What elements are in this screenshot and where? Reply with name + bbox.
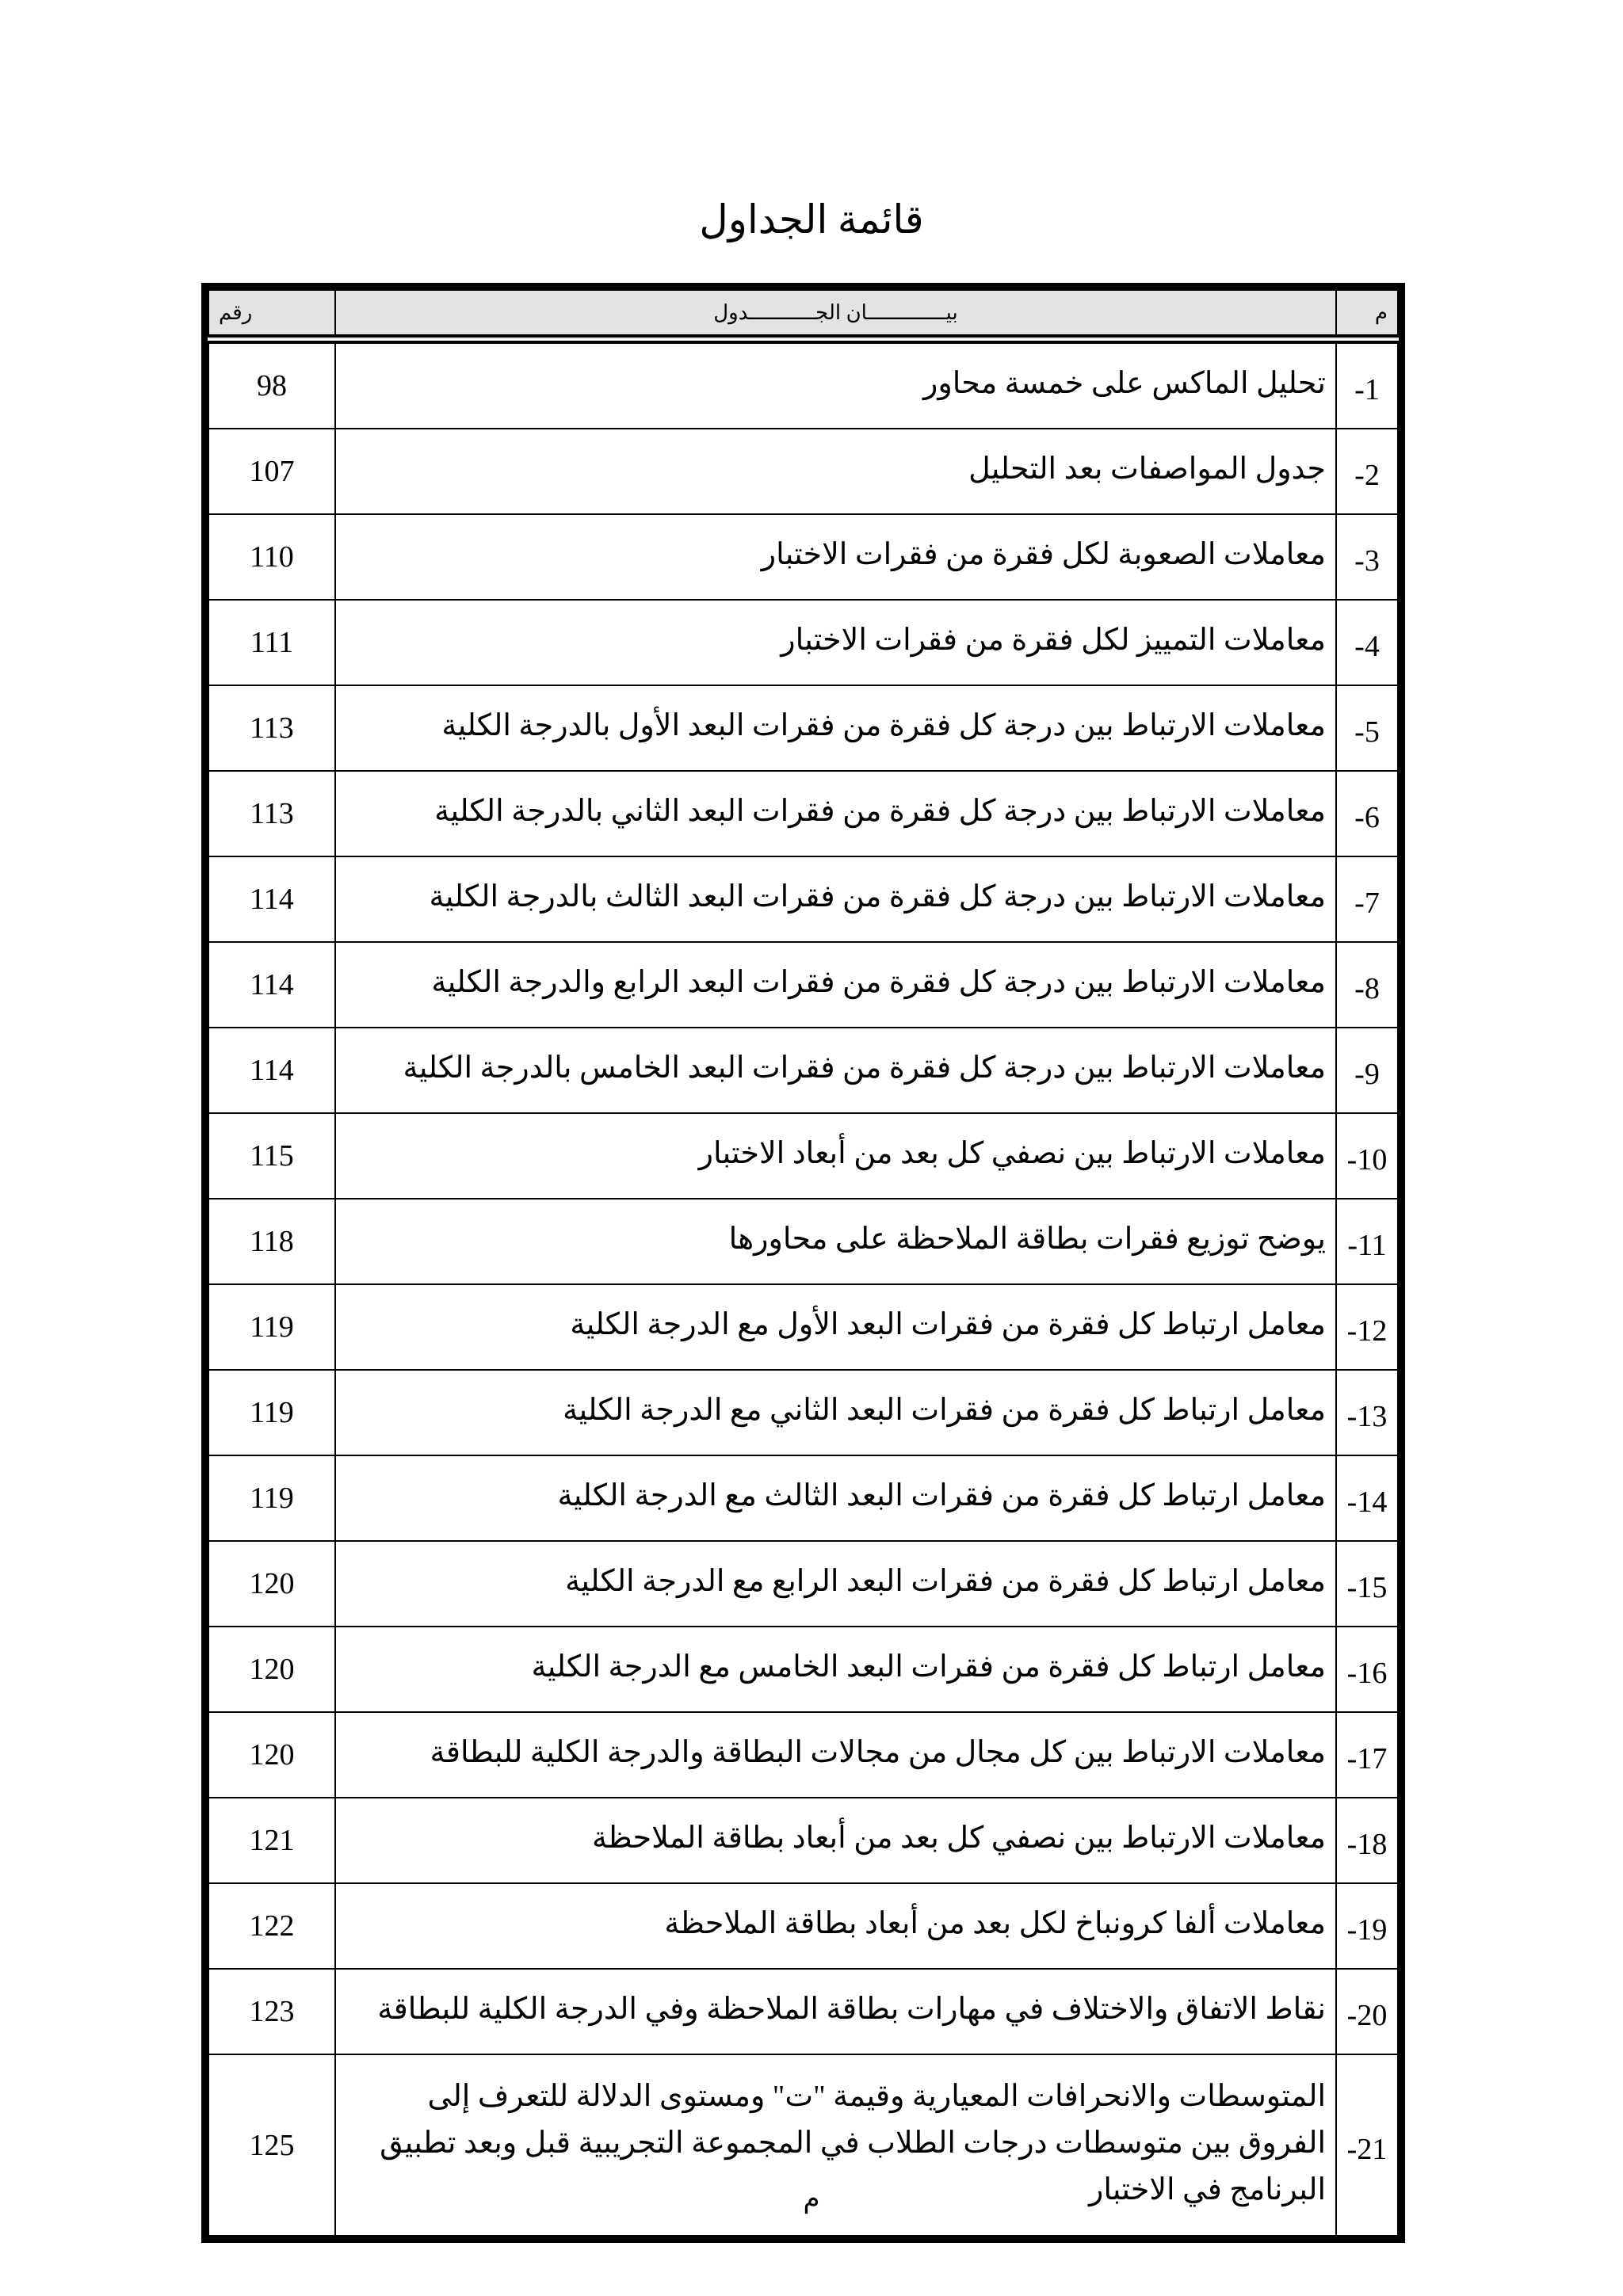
- row-number-text: 17-: [1346, 1742, 1388, 1775]
- row-number-text: 20-: [1346, 1999, 1388, 2032]
- row-number: [1336, 685, 1398, 771]
- row-number-text: 11-: [1347, 1229, 1387, 1262]
- row-number-text: 5-: [1354, 715, 1380, 749]
- table-row: [208, 339, 1398, 429]
- row-description: معاملات الصعوبة لكل فقرة من فقرات الاختبار: [335, 514, 1336, 600]
- table-row: [208, 1541, 1398, 1627]
- row-description: معاملات الارتباط بين درجة كل فقرة من فقرات البعد الثالث بالدرجة الكلية: [335, 856, 1336, 942]
- row-description: معاملات الارتباط بين كل مجال من مجالات البطاقة والدرجة الكلية للبطاقة: [335, 1712, 1336, 1798]
- header-row: [208, 290, 1398, 339]
- row-page-number: 119: [208, 1455, 335, 1541]
- table-row: [208, 1798, 1398, 1883]
- table-row: [208, 1712, 1398, 1798]
- row-number: [1336, 771, 1398, 856]
- row-number: [1336, 942, 1398, 1028]
- row-description: معامل ارتباط كل فقرة من فقرات البعد الخامس مع الدرجة الكلية: [335, 1627, 1336, 1712]
- row-number: [1336, 856, 1398, 942]
- row-number-text: 1-: [1354, 373, 1380, 406]
- row-number-text: 15-: [1346, 1571, 1388, 1604]
- row-number: [1336, 1969, 1398, 2054]
- row-page-number: 119: [208, 1370, 335, 1455]
- row-description: نقاط الاتفاق والاختلاف في مهارات بطاقة الملاحظة وفي الدرجة الكلية للبطاقة: [335, 1969, 1336, 2054]
- row-description: معاملات الارتباط بين نصفي كل بعد من أبعاد الاختبار: [335, 1113, 1336, 1199]
- tables-list-frame: [201, 283, 1405, 2243]
- row-page-number: 125: [208, 2054, 335, 2236]
- row-page-number: 114: [208, 1028, 335, 1113]
- row-number-text: 14-: [1346, 1486, 1388, 1519]
- row-number: [1336, 1113, 1398, 1199]
- table-row: [208, 1370, 1398, 1455]
- row-number: [1336, 339, 1398, 429]
- row-description: تحليل الماكس على خمسة محاور: [335, 339, 1336, 429]
- row-page-number: 115: [208, 1113, 335, 1199]
- row-number: [1336, 514, 1398, 600]
- table-row: [208, 1883, 1398, 1969]
- row-description: معاملات ألفا كرونباخ لكل بعد من أبعاد بطاقة الملاحظة: [335, 1883, 1336, 1969]
- row-description: معاملات الارتباط بين درجة كل فقرة من فقرات البعد الثاني بالدرجة الكلية: [335, 771, 1336, 856]
- row-number-text: 21-: [1346, 2132, 1388, 2166]
- row-number-text: 8-: [1354, 972, 1380, 1005]
- row-description: جدول المواصفات بعد التحليل: [335, 429, 1336, 514]
- page-title: قائمة الجداول: [699, 197, 924, 242]
- table-row: [208, 1455, 1398, 1541]
- row-number-text: 12-: [1346, 1314, 1388, 1348]
- row-number: [1336, 1627, 1398, 1712]
- row-number-text: 6-: [1354, 801, 1380, 834]
- row-number-text: 13-: [1346, 1400, 1388, 1433]
- row-number-text: 4-: [1354, 630, 1380, 663]
- table-row: [208, 1627, 1398, 1712]
- row-number: [1336, 1712, 1398, 1798]
- row-page-number: 120: [208, 1541, 335, 1627]
- table-row: [208, 856, 1398, 942]
- table-row: [208, 429, 1398, 514]
- row-page-number: 114: [208, 942, 335, 1028]
- row-description: معاملات الارتباط بين نصفي كل بعد من أبعاد بطاقة الملاحظة: [335, 1798, 1336, 1883]
- row-number: [1336, 1370, 1398, 1455]
- row-page-number: 119: [208, 1284, 335, 1370]
- row-number-text: 3-: [1354, 544, 1380, 578]
- row-description: معاملات التمييز لكل فقرة من فقرات الاختبار: [335, 600, 1336, 685]
- row-number: [1336, 429, 1398, 514]
- row-number-text: 18-: [1346, 1828, 1388, 1861]
- row-number: [1336, 1798, 1398, 1883]
- row-description: معاملات الارتباط بين درجة كل فقرة من فقرات البعد الرابع والدرجة الكلية: [335, 942, 1336, 1028]
- tables-list-body: [208, 339, 1398, 2236]
- row-number-text: 10-: [1346, 1143, 1388, 1177]
- row-page-number: 120: [208, 1627, 335, 1712]
- row-description: معاملات الارتباط بين درجة كل فقرة من فقرات البعد الخامس بالدرجة الكلية: [335, 1028, 1336, 1113]
- row-page-number: 107: [208, 429, 335, 514]
- row-page-number: 118: [208, 1199, 335, 1284]
- row-number-text: 2-: [1354, 459, 1380, 492]
- row-page-number: 122: [208, 1883, 335, 1969]
- header-number: م: [1336, 290, 1398, 339]
- header-page: رقم: [208, 290, 335, 339]
- row-page-number: 113: [208, 771, 335, 856]
- row-number: [1336, 1028, 1398, 1113]
- table-row: [208, 600, 1398, 685]
- table-row: [208, 1969, 1398, 2054]
- row-page-number: 110: [208, 514, 335, 600]
- table-row: [208, 942, 1398, 1028]
- table-row: [208, 1028, 1398, 1113]
- table-row: [208, 1199, 1398, 1284]
- row-number: [1336, 1541, 1398, 1627]
- table-row: [208, 685, 1398, 771]
- row-description: يوضح توزيع فقرات بطاقة الملاحظة على محاورها: [335, 1199, 1336, 1284]
- row-number: [1336, 600, 1398, 685]
- table-row: [208, 1113, 1398, 1199]
- row-number-text: 19-: [1346, 1913, 1388, 1947]
- row-page-number: 111: [208, 600, 335, 685]
- row-number-text: 9-: [1354, 1058, 1380, 1091]
- page-number-footer: م: [803, 2184, 820, 2214]
- row-description: معامل ارتباط كل فقرة من فقرات البعد الأول مع الدرجة الكلية: [335, 1284, 1336, 1370]
- row-number: [1336, 1455, 1398, 1541]
- row-number: [1336, 1883, 1398, 1969]
- row-description: المتوسطات والانحرافات المعيارية وقيمة "ت" ومستوى الدلالة للتعرف إلى الفروق بين متوسطات درجات الطلاب في المجموعة التجريبية قبل وبعد تطبيق البرنامج في الاختبار: [335, 2054, 1336, 2236]
- row-description: معامل ارتباط كل فقرة من فقرات البعد الرابع مع الدرجة الكلية: [335, 1541, 1336, 1627]
- row-description: معامل ارتباط كل فقرة من فقرات البعد الثالث مع الدرجة الكلية: [335, 1455, 1336, 1541]
- row-page-number: 123: [208, 1969, 335, 2054]
- row-page-number: 98: [208, 339, 335, 429]
- row-page-number: 120: [208, 1712, 335, 1798]
- row-number: [1336, 1284, 1398, 1370]
- header-description: بيـــــــــــــان الجـــــــــــدول: [335, 290, 1336, 339]
- row-page-number: 114: [208, 856, 335, 942]
- table-row: [208, 771, 1398, 856]
- row-number: [1336, 1199, 1398, 1284]
- row-page-number: 113: [208, 685, 335, 771]
- row-number-text: 7-: [1354, 887, 1380, 920]
- table-row: [208, 1284, 1398, 1370]
- table-row: [208, 514, 1398, 600]
- row-description: معاملات الارتباط بين درجة كل فقرة من فقرات البعد الأول بالدرجة الكلية: [335, 685, 1336, 771]
- row-description: معامل ارتباط كل فقرة من فقرات البعد الثاني مع الدرجة الكلية: [335, 1370, 1336, 1455]
- row-number-text: 16-: [1346, 1657, 1388, 1690]
- row-page-number: 121: [208, 1798, 335, 1883]
- tables-list: [208, 289, 1399, 2237]
